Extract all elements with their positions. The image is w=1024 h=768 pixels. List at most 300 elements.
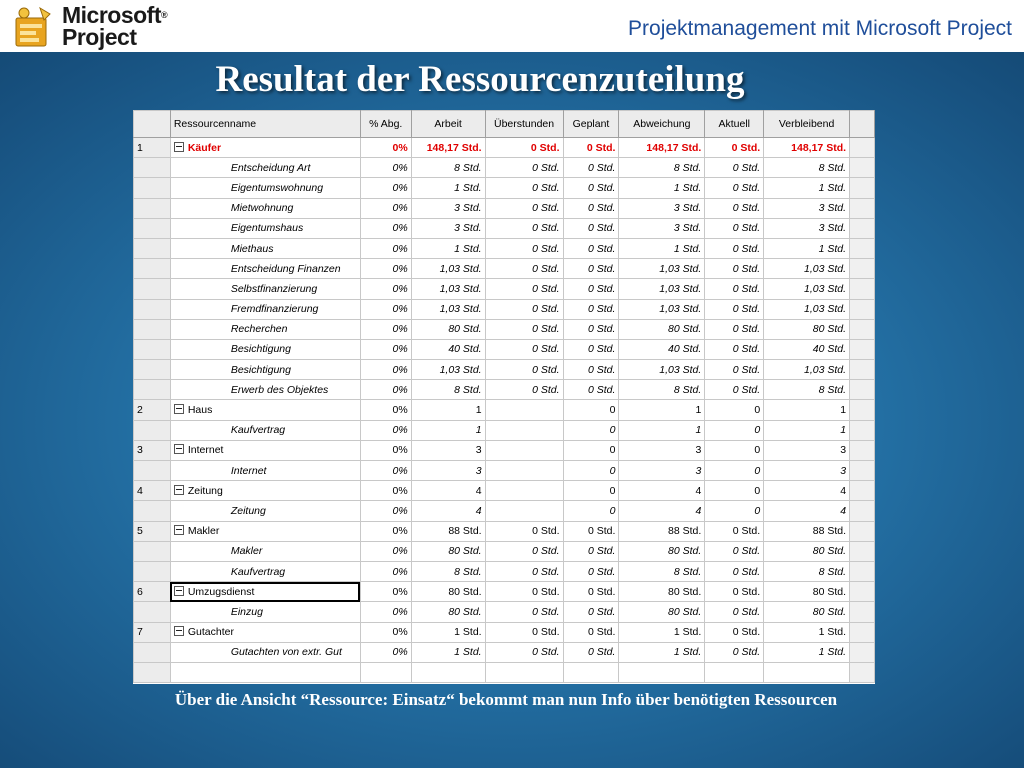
- value-cell[interactable]: 3 Std.: [764, 198, 850, 218]
- value-cell[interactable]: 0%: [360, 440, 411, 460]
- value-cell[interactable]: 0 Std.: [485, 238, 563, 258]
- resource-name-cell[interactable]: [170, 400, 360, 420]
- resource-name-cell[interactable]: [170, 582, 360, 602]
- value-cell[interactable]: 1,03 Std.: [619, 299, 705, 319]
- value-cell[interactable]: 1 Std.: [619, 178, 705, 198]
- column-header[interactable]: Abweichung: [619, 111, 705, 138]
- vertical-scrollbar-track[interactable]: [850, 420, 875, 440]
- collapse-icon[interactable]: [174, 404, 184, 414]
- collapse-icon[interactable]: [174, 444, 184, 454]
- value-cell[interactable]: 1 Std.: [411, 642, 485, 662]
- row-id-cell[interactable]: [134, 319, 171, 339]
- row-id-cell[interactable]: 3: [134, 440, 171, 460]
- table-row[interactable]: [134, 461, 875, 481]
- value-cell[interactable]: 3: [411, 440, 485, 460]
- table-row[interactable]: [134, 662, 875, 682]
- vertical-scrollbar-track[interactable]: [850, 218, 875, 238]
- resource-name-cell[interactable]: [170, 279, 360, 299]
- resource-name-cell[interactable]: [170, 319, 360, 339]
- resource-name-cell[interactable]: [170, 461, 360, 481]
- value-cell[interactable]: 0 Std.: [563, 360, 619, 380]
- value-cell[interactable]: 0 Std.: [485, 582, 563, 602]
- value-cell[interactable]: 0 Std.: [705, 218, 764, 238]
- value-cell[interactable]: 80 Std.: [619, 319, 705, 339]
- value-cell[interactable]: 80 Std.: [411, 602, 485, 622]
- value-cell[interactable]: 40 Std.: [411, 339, 485, 359]
- vertical-scrollbar-track[interactable]: [850, 299, 875, 319]
- value-cell[interactable]: 4: [411, 481, 485, 501]
- value-cell[interactable]: 1 Std.: [619, 642, 705, 662]
- resource-name-cell[interactable]: [170, 662, 360, 682]
- value-cell[interactable]: 0 Std.: [485, 319, 563, 339]
- vertical-scrollbar-track[interactable]: [850, 521, 875, 541]
- value-cell[interactable]: 0%: [360, 319, 411, 339]
- value-cell[interactable]: 0 Std.: [705, 138, 764, 158]
- value-cell[interactable]: 0%: [360, 642, 411, 662]
- value-cell[interactable]: 148,17 Std.: [619, 138, 705, 158]
- resource-name-cell[interactable]: [170, 218, 360, 238]
- value-cell[interactable]: 1,03 Std.: [764, 299, 850, 319]
- row-id-cell[interactable]: 5: [134, 521, 171, 541]
- table-row[interactable]: [134, 420, 875, 440]
- value-cell[interactable]: 0%: [360, 158, 411, 178]
- value-cell[interactable]: [764, 662, 850, 682]
- value-cell[interactable]: 0: [705, 481, 764, 501]
- resource-name-cell[interactable]: [170, 541, 360, 561]
- value-cell[interactable]: 8 Std.: [619, 561, 705, 581]
- corner-cell[interactable]: [134, 111, 171, 138]
- value-cell[interactable]: 1,03 Std.: [619, 279, 705, 299]
- value-cell[interactable]: 0: [563, 420, 619, 440]
- column-header[interactable]: Ressourcenname: [170, 111, 360, 138]
- value-cell[interactable]: 0: [563, 501, 619, 521]
- table-row[interactable]: [134, 642, 875, 662]
- row-id-cell[interactable]: 2: [134, 400, 171, 420]
- row-id-cell[interactable]: [134, 642, 171, 662]
- value-cell[interactable]: 0 Std.: [563, 642, 619, 662]
- row-id-cell[interactable]: [134, 602, 171, 622]
- value-cell[interactable]: 0 Std.: [705, 319, 764, 339]
- table-row[interactable]: [134, 481, 875, 501]
- table-row[interactable]: [134, 158, 875, 178]
- row-id-cell[interactable]: [134, 360, 171, 380]
- vertical-scrollbar-track[interactable]: [850, 602, 875, 622]
- table-row[interactable]: [134, 218, 875, 238]
- value-cell[interactable]: 1,03 Std.: [764, 259, 850, 279]
- table-row[interactable]: [134, 521, 875, 541]
- value-cell[interactable]: 0 Std.: [485, 259, 563, 279]
- value-cell[interactable]: 0 Std.: [563, 178, 619, 198]
- value-cell[interactable]: 88 Std.: [411, 521, 485, 541]
- value-cell[interactable]: 0%: [360, 521, 411, 541]
- value-cell[interactable]: 0 Std.: [705, 622, 764, 642]
- value-cell[interactable]: 148,17 Std.: [411, 138, 485, 158]
- value-cell[interactable]: 0 Std.: [705, 339, 764, 359]
- value-cell[interactable]: 0 Std.: [563, 319, 619, 339]
- row-id-cell[interactable]: [134, 541, 171, 561]
- value-cell[interactable]: 3: [764, 440, 850, 460]
- value-cell[interactable]: [485, 501, 563, 521]
- vertical-scrollbar-track[interactable]: [850, 461, 875, 481]
- value-cell[interactable]: 0: [705, 501, 764, 521]
- collapse-icon[interactable]: [174, 525, 184, 535]
- value-cell[interactable]: 80 Std.: [764, 541, 850, 561]
- value-cell[interactable]: 0: [563, 481, 619, 501]
- value-cell[interactable]: 0%: [360, 541, 411, 561]
- value-cell[interactable]: 0 Std.: [563, 299, 619, 319]
- value-cell[interactable]: 0%: [360, 582, 411, 602]
- value-cell[interactable]: 0 Std.: [563, 521, 619, 541]
- value-cell[interactable]: 0 Std.: [563, 622, 619, 642]
- collapse-icon[interactable]: [174, 626, 184, 636]
- value-cell[interactable]: 0 Std.: [563, 198, 619, 218]
- value-cell[interactable]: 8 Std.: [619, 158, 705, 178]
- value-cell[interactable]: 3: [764, 461, 850, 481]
- value-cell[interactable]: 0%: [360, 299, 411, 319]
- table-row[interactable]: [134, 602, 875, 622]
- value-cell[interactable]: 1,03 Std.: [764, 360, 850, 380]
- vertical-scrollbar-track[interactable]: [850, 158, 875, 178]
- value-cell[interactable]: 4: [619, 501, 705, 521]
- value-cell[interactable]: 0 Std.: [485, 178, 563, 198]
- value-cell[interactable]: 0 Std.: [485, 622, 563, 642]
- value-cell[interactable]: 0%: [360, 501, 411, 521]
- value-cell[interactable]: [563, 662, 619, 682]
- resource-name-cell[interactable]: [170, 501, 360, 521]
- value-cell[interactable]: 40 Std.: [764, 339, 850, 359]
- column-header[interactable]: Arbeit: [411, 111, 485, 138]
- value-cell[interactable]: 80 Std.: [619, 582, 705, 602]
- value-cell[interactable]: 0: [705, 420, 764, 440]
- value-cell[interactable]: 88 Std.: [764, 521, 850, 541]
- value-cell[interactable]: 0 Std.: [485, 299, 563, 319]
- value-cell[interactable]: [485, 461, 563, 481]
- resource-name-cell[interactable]: [170, 198, 360, 218]
- value-cell[interactable]: 1,03 Std.: [411, 360, 485, 380]
- table-row[interactable]: [134, 561, 875, 581]
- value-cell[interactable]: 0 Std.: [563, 561, 619, 581]
- resource-name-cell[interactable]: [170, 339, 360, 359]
- value-cell[interactable]: 0%: [360, 561, 411, 581]
- value-cell[interactable]: 0: [705, 400, 764, 420]
- value-cell[interactable]: 0 Std.: [563, 158, 619, 178]
- value-cell[interactable]: 0 Std.: [485, 521, 563, 541]
- value-cell[interactable]: 0: [705, 440, 764, 460]
- value-cell[interactable]: 0: [563, 440, 619, 460]
- value-cell[interactable]: 3: [619, 461, 705, 481]
- value-cell[interactable]: 3 Std.: [619, 198, 705, 218]
- value-cell[interactable]: 1: [764, 400, 850, 420]
- value-cell[interactable]: [485, 440, 563, 460]
- value-cell[interactable]: 0%: [360, 198, 411, 218]
- row-id-cell[interactable]: 7: [134, 622, 171, 642]
- collapse-icon[interactable]: [174, 586, 184, 596]
- value-cell[interactable]: 0 Std.: [705, 279, 764, 299]
- row-id-cell[interactable]: [134, 158, 171, 178]
- value-cell[interactable]: 0 Std.: [485, 380, 563, 400]
- vertical-scrollbar-track[interactable]: [850, 360, 875, 380]
- table-row[interactable]: [134, 279, 875, 299]
- value-cell[interactable]: 1 Std.: [411, 622, 485, 642]
- table-row[interactable]: [134, 360, 875, 380]
- value-cell[interactable]: 1 Std.: [764, 178, 850, 198]
- vertical-scrollbar-track[interactable]: [850, 198, 875, 218]
- value-cell[interactable]: 0 Std.: [563, 138, 619, 158]
- value-cell[interactable]: 4: [619, 481, 705, 501]
- row-id-cell[interactable]: [134, 198, 171, 218]
- value-cell[interactable]: 0 Std.: [705, 178, 764, 198]
- vertical-scrollbar-track[interactable]: [850, 440, 875, 460]
- vertical-scrollbar-track[interactable]: [850, 138, 875, 158]
- value-cell[interactable]: 0 Std.: [705, 238, 764, 258]
- table-row[interactable]: [134, 198, 875, 218]
- value-cell[interactable]: 0%: [360, 420, 411, 440]
- value-cell[interactable]: 80 Std.: [764, 602, 850, 622]
- value-cell[interactable]: 4: [764, 481, 850, 501]
- value-cell[interactable]: 0%: [360, 138, 411, 158]
- vertical-scrollbar-track[interactable]: [850, 481, 875, 501]
- resource-name-cell[interactable]: [170, 138, 360, 158]
- value-cell[interactable]: 0 Std.: [705, 158, 764, 178]
- vertical-scrollbar-track[interactable]: [850, 238, 875, 258]
- value-cell[interactable]: 3: [619, 440, 705, 460]
- value-cell[interactable]: 0 Std.: [705, 521, 764, 541]
- value-cell[interactable]: 1: [411, 420, 485, 440]
- value-cell[interactable]: 80 Std.: [411, 541, 485, 561]
- value-cell[interactable]: 0%: [360, 218, 411, 238]
- row-id-cell[interactable]: [134, 501, 171, 521]
- value-cell[interactable]: 3: [411, 461, 485, 481]
- resource-name-cell[interactable]: [170, 259, 360, 279]
- value-cell[interactable]: 0 Std.: [485, 198, 563, 218]
- resource-name-cell[interactable]: [170, 521, 360, 541]
- row-id-cell[interactable]: 4: [134, 481, 171, 501]
- value-cell[interactable]: 0%: [360, 461, 411, 481]
- value-cell[interactable]: 1 Std.: [764, 238, 850, 258]
- resource-name-cell[interactable]: [170, 561, 360, 581]
- row-id-cell[interactable]: [134, 380, 171, 400]
- table-row[interactable]: [134, 138, 875, 158]
- resource-usage-grid[interactable]: [133, 110, 875, 684]
- column-header[interactable]: Geplant: [563, 111, 619, 138]
- row-id-cell[interactable]: [134, 279, 171, 299]
- value-cell[interactable]: 1,03 Std.: [411, 279, 485, 299]
- vertical-scrollbar-track[interactable]: [850, 339, 875, 359]
- value-cell[interactable]: 0 Std.: [705, 561, 764, 581]
- table-row[interactable]: [134, 319, 875, 339]
- resource-name-cell[interactable]: [170, 481, 360, 501]
- value-cell[interactable]: [360, 662, 411, 682]
- value-cell[interactable]: 0 Std.: [485, 360, 563, 380]
- value-cell[interactable]: 0%: [360, 178, 411, 198]
- resource-name-cell[interactable]: [170, 238, 360, 258]
- value-cell[interactable]: 4: [411, 501, 485, 521]
- value-cell[interactable]: [485, 662, 563, 682]
- row-id-cell[interactable]: [134, 178, 171, 198]
- vertical-scrollbar-track[interactable]: [850, 561, 875, 581]
- table-row[interactable]: [134, 501, 875, 521]
- value-cell[interactable]: 0 Std.: [705, 360, 764, 380]
- value-cell[interactable]: 1 Std.: [619, 238, 705, 258]
- table-row[interactable]: [134, 299, 875, 319]
- table-row[interactable]: [134, 440, 875, 460]
- value-cell[interactable]: 1,03 Std.: [619, 259, 705, 279]
- value-cell[interactable]: 0 Std.: [485, 602, 563, 622]
- value-cell[interactable]: 0 Std.: [563, 218, 619, 238]
- vertical-scrollbar-track[interactable]: [850, 501, 875, 521]
- resource-name-cell[interactable]: [170, 440, 360, 460]
- resource-name-cell[interactable]: [170, 158, 360, 178]
- row-id-cell[interactable]: 6: [134, 582, 171, 602]
- row-id-cell[interactable]: [134, 339, 171, 359]
- value-cell[interactable]: 0 Std.: [485, 339, 563, 359]
- vertical-scrollbar-track[interactable]: [850, 642, 875, 662]
- table-row[interactable]: [134, 178, 875, 198]
- value-cell[interactable]: 88 Std.: [619, 521, 705, 541]
- value-cell[interactable]: 8 Std.: [764, 561, 850, 581]
- value-cell[interactable]: 1: [619, 400, 705, 420]
- value-cell[interactable]: 3 Std.: [764, 218, 850, 238]
- value-cell[interactable]: 8 Std.: [411, 561, 485, 581]
- value-cell[interactable]: [411, 662, 485, 682]
- vertical-scrollbar-track[interactable]: [850, 582, 875, 602]
- table-row[interactable]: [134, 541, 875, 561]
- vertical-scrollbar-track[interactable]: [850, 259, 875, 279]
- value-cell[interactable]: 0 Std.: [563, 259, 619, 279]
- value-cell[interactable]: 0%: [360, 279, 411, 299]
- value-cell[interactable]: 0 Std.: [563, 602, 619, 622]
- resource-name-cell[interactable]: [170, 299, 360, 319]
- value-cell[interactable]: 1 Std.: [411, 238, 485, 258]
- row-id-cell[interactable]: 1: [134, 138, 171, 158]
- value-cell[interactable]: 0%: [360, 238, 411, 258]
- value-cell[interactable]: 1,03 Std.: [619, 360, 705, 380]
- value-cell[interactable]: 0%: [360, 259, 411, 279]
- table-row[interactable]: [134, 400, 875, 420]
- value-cell[interactable]: 0 Std.: [485, 138, 563, 158]
- value-cell[interactable]: [485, 420, 563, 440]
- value-cell[interactable]: 1,03 Std.: [764, 279, 850, 299]
- resource-name-cell[interactable]: [170, 602, 360, 622]
- resource-name-cell[interactable]: [170, 420, 360, 440]
- value-cell[interactable]: 3 Std.: [411, 198, 485, 218]
- vertical-scrollbar-track[interactable]: [850, 319, 875, 339]
- vertical-scrollbar-track[interactable]: [850, 662, 875, 682]
- value-cell[interactable]: 0 Std.: [705, 299, 764, 319]
- value-cell[interactable]: 80 Std.: [411, 319, 485, 339]
- value-cell[interactable]: 0 Std.: [485, 561, 563, 581]
- value-cell[interactable]: 0%: [360, 481, 411, 501]
- value-cell[interactable]: [485, 481, 563, 501]
- row-id-cell[interactable]: [134, 238, 171, 258]
- value-cell[interactable]: 8 Std.: [764, 380, 850, 400]
- value-cell[interactable]: 8 Std.: [764, 158, 850, 178]
- value-cell[interactable]: 0 Std.: [563, 541, 619, 561]
- resource-name-cell[interactable]: [170, 622, 360, 642]
- value-cell[interactable]: [705, 662, 764, 682]
- value-cell[interactable]: 4: [764, 501, 850, 521]
- value-cell[interactable]: 0%: [360, 360, 411, 380]
- value-cell[interactable]: 1 Std.: [619, 622, 705, 642]
- value-cell[interactable]: 1: [764, 420, 850, 440]
- value-cell[interactable]: 80 Std.: [619, 602, 705, 622]
- column-header[interactable]: Verbleibend: [764, 111, 850, 138]
- value-cell[interactable]: 1: [411, 400, 485, 420]
- value-cell[interactable]: 3 Std.: [411, 218, 485, 238]
- value-cell[interactable]: 0 Std.: [485, 218, 563, 238]
- table-row[interactable]: [134, 582, 875, 602]
- resource-name-cell[interactable]: [170, 178, 360, 198]
- value-cell[interactable]: 0 Std.: [563, 339, 619, 359]
- resource-name-cell[interactable]: [170, 642, 360, 662]
- table-row[interactable]: [134, 622, 875, 642]
- column-header[interactable]: Überstunden: [485, 111, 563, 138]
- value-cell[interactable]: 1: [619, 420, 705, 440]
- resource-name-cell[interactable]: [170, 360, 360, 380]
- value-cell[interactable]: 0: [563, 461, 619, 481]
- table-row[interactable]: [134, 259, 875, 279]
- vertical-scrollbar-track[interactable]: [850, 380, 875, 400]
- row-id-cell[interactable]: [134, 299, 171, 319]
- column-header[interactable]: Aktuell: [705, 111, 764, 138]
- value-cell[interactable]: 0: [563, 400, 619, 420]
- value-cell[interactable]: 0%: [360, 622, 411, 642]
- value-cell[interactable]: 0 Std.: [705, 602, 764, 622]
- value-cell[interactable]: 0 Std.: [705, 198, 764, 218]
- table-row[interactable]: [134, 238, 875, 258]
- value-cell[interactable]: 0%: [360, 602, 411, 622]
- vertical-scrollbar-track[interactable]: [850, 279, 875, 299]
- row-id-cell[interactable]: [134, 259, 171, 279]
- value-cell[interactable]: 0 Std.: [485, 158, 563, 178]
- value-cell[interactable]: 40 Std.: [619, 339, 705, 359]
- column-header[interactable]: % Abg.: [360, 111, 411, 138]
- value-cell[interactable]: 0 Std.: [705, 642, 764, 662]
- value-cell[interactable]: 0 Std.: [563, 279, 619, 299]
- value-cell[interactable]: 0%: [360, 339, 411, 359]
- value-cell[interactable]: 8 Std.: [619, 380, 705, 400]
- value-cell[interactable]: 8 Std.: [411, 380, 485, 400]
- value-cell[interactable]: 0 Std.: [563, 238, 619, 258]
- row-id-cell[interactable]: [134, 420, 171, 440]
- value-cell[interactable]: 80 Std.: [764, 319, 850, 339]
- table-row[interactable]: [134, 339, 875, 359]
- value-cell[interactable]: 80 Std.: [411, 582, 485, 602]
- value-cell[interactable]: 0 Std.: [563, 380, 619, 400]
- value-cell[interactable]: 80 Std.: [619, 541, 705, 561]
- value-cell[interactable]: 0 Std.: [705, 541, 764, 561]
- value-cell[interactable]: 1 Std.: [764, 622, 850, 642]
- value-cell[interactable]: 0 Std.: [563, 582, 619, 602]
- value-cell[interactable]: 1,03 Std.: [411, 299, 485, 319]
- value-cell[interactable]: 0 Std.: [485, 541, 563, 561]
- row-id-cell[interactable]: [134, 662, 171, 682]
- row-id-cell[interactable]: [134, 461, 171, 481]
- value-cell[interactable]: 0 Std.: [485, 642, 563, 662]
- value-cell[interactable]: 0: [705, 461, 764, 481]
- value-cell[interactable]: 0 Std.: [705, 582, 764, 602]
- value-cell[interactable]: [619, 662, 705, 682]
- row-id-cell[interactable]: [134, 218, 171, 238]
- value-cell[interactable]: 0%: [360, 400, 411, 420]
- value-cell[interactable]: 80 Std.: [764, 582, 850, 602]
- resource-name-cell[interactable]: [170, 380, 360, 400]
- value-cell[interactable]: 1 Std.: [411, 178, 485, 198]
- row-id-cell[interactable]: [134, 561, 171, 581]
- value-cell[interactable]: [485, 400, 563, 420]
- vertical-scrollbar-track[interactable]: [850, 400, 875, 420]
- value-cell[interactable]: 0%: [360, 380, 411, 400]
